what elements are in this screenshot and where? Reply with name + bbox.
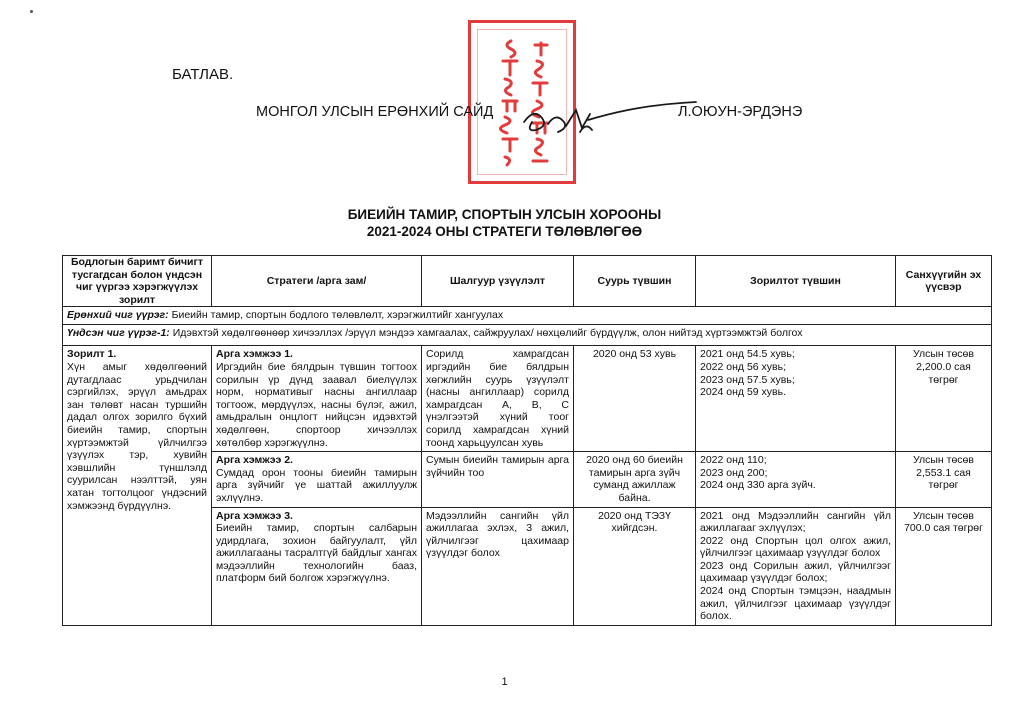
main-function-text: Идэвхтэй хөдөлгөөнөөр хичээллэх /эрүүл мэндээ хамгаалах, сайжруулах/ нөхцөлийг бүрдүүлж, олон нийтэд хүртээмжтэй болгох <box>169 327 803 340</box>
target-cell <box>696 452 896 507</box>
target-item: 2022 онд 56 хувь; <box>700 360 787 373</box>
page-number: 1 <box>501 676 508 688</box>
approver-position: МОНГОЛ УЛСЫН ЕРӨНХИЙ САЙД <box>256 104 494 120</box>
table-row <box>63 346 992 452</box>
main-function-row <box>63 325 992 346</box>
target-item: 2021 онд 54.5 хувь; <box>700 348 795 361</box>
scan-speck <box>30 10 33 13</box>
measure-title: Арга хэмжээ 2. <box>216 454 293 467</box>
document-subtitle: 2021-2024 ОНЫ СТРАТЕГИ ТӨЛӨВЛӨГӨӨ <box>366 224 643 239</box>
target-item: 2024 онд 59 хувь. <box>700 386 787 399</box>
header-target: Зорилтот түвшин <box>696 256 896 307</box>
funding-cell: Улсын төсөв 700.0 сая төгрөг <box>896 507 992 625</box>
funding-cell: Улсын төсөв 2,200.0 сая төгрөг <box>896 346 992 452</box>
table-header-row <box>63 256 992 307</box>
target-cell <box>696 346 896 452</box>
general-mandate-row <box>63 307 992 325</box>
target-item: 2023 онд 200; <box>700 466 768 479</box>
header-baseline: Суурь түвшин <box>574 256 696 307</box>
measure-cell <box>212 452 422 507</box>
measure-title: Арга хэмжээ 1. <box>216 348 293 361</box>
signature-icon <box>520 96 700 140</box>
header-strategy: Стратеги /арга зам/ <box>212 256 422 307</box>
target-item: 2024 онд 330 арга зүйч. <box>700 479 816 492</box>
funding-cell: Улсын төсөв 2,553.1 сая төгрөг <box>896 452 992 507</box>
measure-text: Сумдад орон тооны биеийн тамирын арга зүйчийг үе шаттай ажиллуулж эхлүүлнэ. <box>216 466 417 504</box>
target-item: 2022 онд 110; <box>700 454 767 467</box>
indicator-cell: Мэдээллийн сангийн үйл ажиллагаа эхлэх, 3 ажил, үйлчилгээг цахимаар үзүүлдэг болох <box>422 507 574 625</box>
target-item: 2023 онд Сорилын ажил, үйлчилгээг цахимаар үзүүлдэг болох; <box>700 559 891 585</box>
measure-text: Иргэдийн бие бялдрын түвшин тогтоох сорилын үр дүнд заавал биелүүлэх норм, нормативыг насны ангиллаар тогтоож, мөрдүүлэх, насны бүлэг, ажил, амьдралын онцлогт нийцсэн идэвхтэй хөдөлгөөн, спортоор хичээллэх хөтөлбөр хэрэгжүүлнэ. <box>216 360 417 449</box>
strategy-table <box>62 255 992 626</box>
measure-cell <box>212 507 422 625</box>
measure-cell <box>212 346 422 452</box>
objective-text: Хүн амыг хөдөлгөөний дутагдлаас урьдчилан сэргийлэх, эрүүл амьдрах зан төлөвт насан туршийн дадал олгох зорилго бүхий биеийн тамир, спортын хүртээмжтэй үйлчилгээ үзүүлэх тэр, хувийн хэвшлийн түншлэлд суурилсан нээлттэй, уян хатан тогтолцоог үндэсний хэмжээнд бүрдүүлнэ. <box>67 360 207 512</box>
target-item: 2024 онд Спортын тэмцээн, наадмын ажил, үйлчилгээг цахимаар үзүүлдэг болох. <box>700 585 891 623</box>
measure-title: Арга хэмжээ 3. <box>216 509 293 522</box>
header-goal: Бодлогын баримт бичигт тусгагдсан болон үндсэн чиг үүргээ хэрэгжүүлэх зорилт <box>63 256 212 307</box>
baseline-cell: 2020 онд 60 биеийн тамирын арга зүйч суманд ажиллаж байна. <box>574 452 696 507</box>
main-function-label: Үндсэн чиг үүрэг-1: <box>67 327 170 340</box>
header-indicator: Шалгуур үзүүлэлт <box>422 256 574 307</box>
header-funding: Санхүүгийн эх үүсвэр <box>896 256 992 307</box>
objective-title: Зорилт 1. <box>67 348 117 361</box>
target-item: 2023 онд 57.5 хувь; <box>700 373 795 386</box>
measure-text: Биеийн тамир, спортын салбарын удирдлага, зохион байгуулалт, үйл ажиллагааны тасралтгүй байдлыг хангах мэдээллийн технологийн бааз, платформ бий болгож хэрэгжүүлнэ. <box>216 522 417 585</box>
target-item: 2022 онд Спортын цол олгох ажил, үйлчилгээг цахимаар үзүүлдэг болох <box>700 534 891 560</box>
target-item: 2021 онд Мэдээллийн сангийн үйл ажиллагааг эхлүүлэх; <box>700 509 891 535</box>
mandate-label: Ерөнхий чиг үүрэг: <box>67 309 169 322</box>
document-title: БИЕИЙН ТАМИР, СПОРТЫН УЛСЫН ХОРООНЫ <box>347 207 662 222</box>
objective-cell <box>63 346 212 625</box>
approver-name: Л.ОЮУН-ЭРДЭНЭ <box>678 104 803 120</box>
mandate-text: Биеийн тамир, спортын бодлого төлөвлөлт, хэрэгжилтийг хангуулах <box>168 309 504 322</box>
approval-label: БАТЛАВ. <box>172 66 234 83</box>
indicator-cell: Сумын биеийн тамирын арга зүйчийн тоо <box>422 452 574 507</box>
baseline-cell: 2020 онд ТЭЗҮ хийгдсэн. <box>574 507 696 625</box>
target-cell <box>696 507 896 625</box>
indicator-cell: Сорилд хамрагдсан иргэдийн бие бялдрын хөгжлийн суурь үзүүлэлт (насны ангиллаар) сорилд хамрагдсан А, В, С үнэлгээтэй хүний тоог сорилд хамрагдсан хүний тоонд харьцуулсан хувь <box>422 346 574 452</box>
baseline-cell: 2020 онд 53 хувь <box>574 346 696 452</box>
